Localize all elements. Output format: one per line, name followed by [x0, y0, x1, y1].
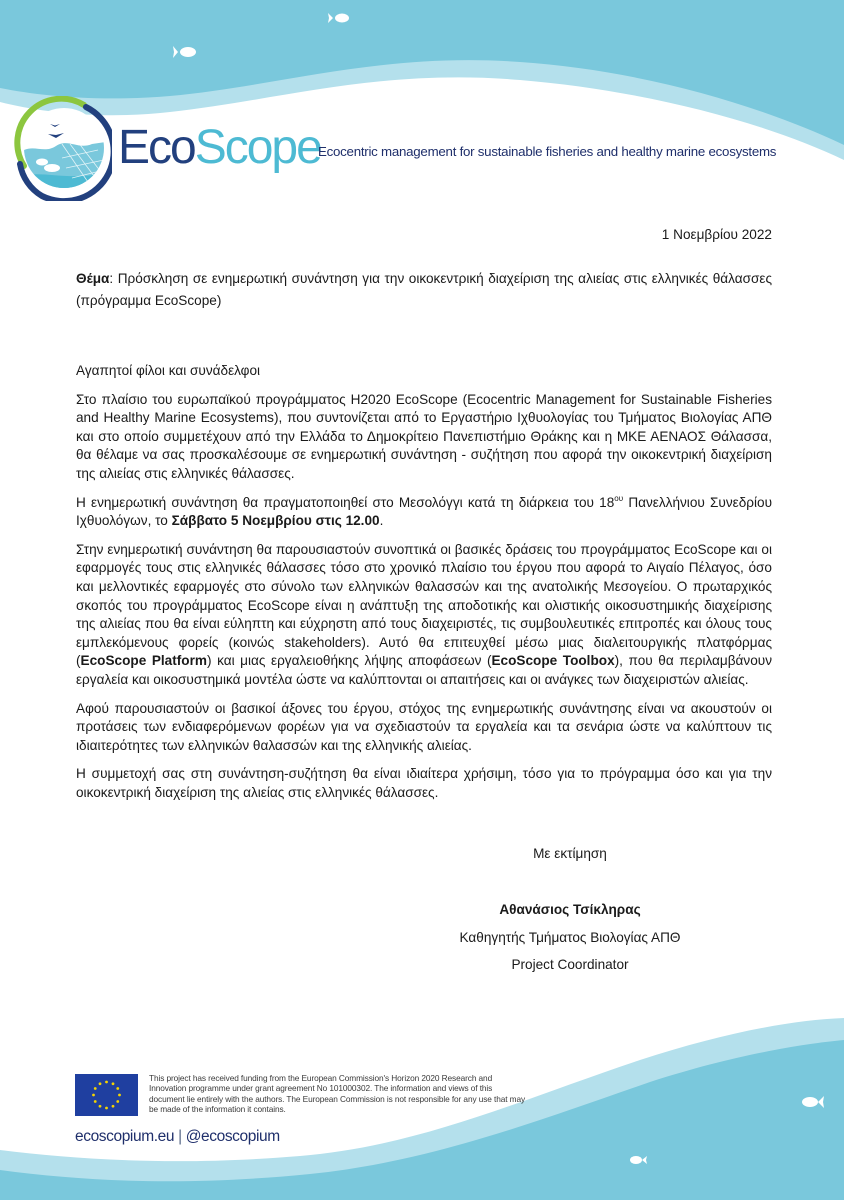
footer-contact-links: [75, 1128, 280, 1146]
letter-body: [76, 226, 772, 802]
brand-wordmark-scope: Scope: [194, 121, 321, 174]
letter-greeting: Αγαπητοί φίλοι και συνάδελφοι: [76, 363, 261, 378]
meeting-datetime: Σάββατο 5 Νοεμβρίου στις 12.00: [171, 513, 380, 529]
program-text: Στην ενημερωτική συνάντηση θα παρουσιαστούν συνοπτικά οι βασικές δράσεις του προγράμματος EcoScope και οι εφαρμογές τους στις ελληνικές θάλασσες τόσο στο χρονικό πλαίσιο του έργου που αφορά το Αιγαίο Πέλαγος, όσο και μελλοντικές εφαρμογές στο σύνολο των ελληνικών θαλασσών και της ανατολικής Μεσογείου. Ο πρωταρχικός σκοπός του προγράμματος EcoScope είναι η ανάπτυξη της αποδοτικής και ολιστικής οικοσυστημικής διαχείρισης της αλιείας που θα είναι εύληπτη και εύχρηστη από τους διαχειριστές, τις συμβουλευτικές επιτροπές και όλους τους εμπλεκόμενους φορείς (κοινώς stakeholders). Αυτό θα επιτευχθεί μέσω μιας διαλειτουργικής πλατφόρμας (: [76, 541, 772, 669]
signatory-role: Project Coordinator: [511, 957, 629, 972]
footer-separator: |: [178, 1128, 182, 1145]
paragraph-meeting-goal: Αφού παρουσιαστούν οι βασικοί άξονες του έργου, στόχος της ενημερωτικής συνάντησης είναι να ακουστούν οι προτάσεις των ενδιαφερόμενων φορέων για να σχεδιαστούν τα εργαλεία και τα σενάρια ώστε να καλύπτουν τις ιδιαιτερότητες των ελληνικών θαλασσών και της ελληνικής αλιείας.: [76, 700, 772, 753]
header-tagline: Ecocentric management for sustainable fisheries and healthy marine ecosystems: [318, 144, 777, 159]
eu-star-icon: [116, 1087, 119, 1090]
eu-star-icon: [99, 1082, 102, 1085]
eu-star-icon: [99, 1105, 102, 1108]
program-text-3: ), που θα περιλαμβάνουν εργαλεία και οικοσυστημικά μοντέλα ώστε να καλύπτονται οι απαιτήσεις και οι ανάγκες των διαχειριστών αλιείας.: [76, 653, 773, 687]
eu-star-icon: [105, 1107, 108, 1110]
meeting-text-2: Πανελλήνιου Συνεδρίου Ιχθυολόγων, το: [76, 494, 773, 529]
signatory-name: Αθανάσιος Τσίκληρας: [499, 902, 641, 917]
ecoscope-emblem-icon: [12, 96, 112, 201]
meeting-text-3: .: [379, 513, 384, 529]
program-text-2: ) και μιας εργαλειοθήκης λήψης αποφάσεων (: [206, 653, 492, 669]
eu-star-icon: [112, 1082, 115, 1085]
paragraph-intro: Στο πλαίσιο του ευρωπαϊκού προγράμματος H2020 EcoScope (Ecocentric Management for Sustainable Fisheries and Healthy Marine Ecosystems), που συντονίζεται από το Εργαστήριο Ιχθυολογίας του Τμήματος Βιολογίας ΑΠΘ και στο οποίο συμμετέχουν από την Ελλάδα το Δημοκρίτειο Πανεπιστήμιο Θράκης και η ΜΚΕ ΑΕΝΑΟΣ Θάλασσα, θα θέλαμε να σας προσκαλέσουμε σε ενημερωτική συνάντηση - συζήτηση που αφορά την οικοκεντρική διαχείριση της αλιείας στις ελληνικές θάλασσες.: [76, 391, 772, 481]
eu-star-icon: [94, 1100, 97, 1103]
signature-closing: Με εκτίμηση: [533, 846, 607, 861]
letter-date: 1 Νοεμβρίου 2022: [661, 227, 772, 242]
meeting-text: Η ενημερωτική συνάντηση θα πραγματοποιηθεί στο Μεσολόγγι κατά τη διάρκεια του 18: [76, 494, 615, 510]
eu-star-icon: [105, 1081, 108, 1084]
signatory-title: Καθηγητής Τμήματος Βιολογίας ΑΠΘ: [459, 930, 681, 945]
ecoscope-logo: [12, 96, 321, 201]
subject-label: Θέμα: [76, 271, 110, 286]
toolbox-name: EcoScope Toolbox: [491, 653, 615, 669]
eu-flag-icon: [75, 1074, 138, 1116]
social-handle-link[interactable]: @ecoscopium: [185, 1128, 280, 1145]
eu-star-icon: [112, 1105, 115, 1108]
paragraph-closing-remark: Η συμμετοχή σας στη συνάντηση-συζήτηση θα είναι ιδιαίτερα χρήσιμη, τόσο για το πρόγραμμα όσο και για την οικοκεντρική διαχείριση της αλιείας στις ελληνικές θάλασσες.: [76, 766, 772, 800]
ordinal-superscript: ου: [614, 493, 624, 503]
eu-star-icon: [118, 1094, 121, 1097]
eu-star-icon: [92, 1094, 95, 1097]
paragraph-meeting-details: [76, 494, 772, 531]
letter-subject: [76, 268, 772, 312]
brand-wordmark: [118, 120, 321, 176]
website-link[interactable]: ecoscopium.eu: [75, 1128, 175, 1145]
brand-wordmark-eco: Eco: [118, 121, 195, 174]
subject-text: : Πρόσκληση σε ενημερωτική συνάντηση για την οικοκεντρική διαχείριση της αλιείας στις ελληνικές θάλασσες (πρόγραμμα EcoScope): [76, 271, 772, 308]
funding-disclaimer: This project has received funding from the European Commission's Horizon 2020 Research and Innovation programme under grant agreement No 101000302. The information and views of this document lie entirely with the authors. The European Commission is not responsible for any use that may be made of the information it contains.: [149, 1073, 526, 1115]
eu-star-icon: [94, 1087, 97, 1090]
paragraph-program-description: [76, 541, 772, 690]
platform-name: EcoScope Platform: [80, 653, 207, 669]
eu-star-icon: [116, 1100, 119, 1103]
